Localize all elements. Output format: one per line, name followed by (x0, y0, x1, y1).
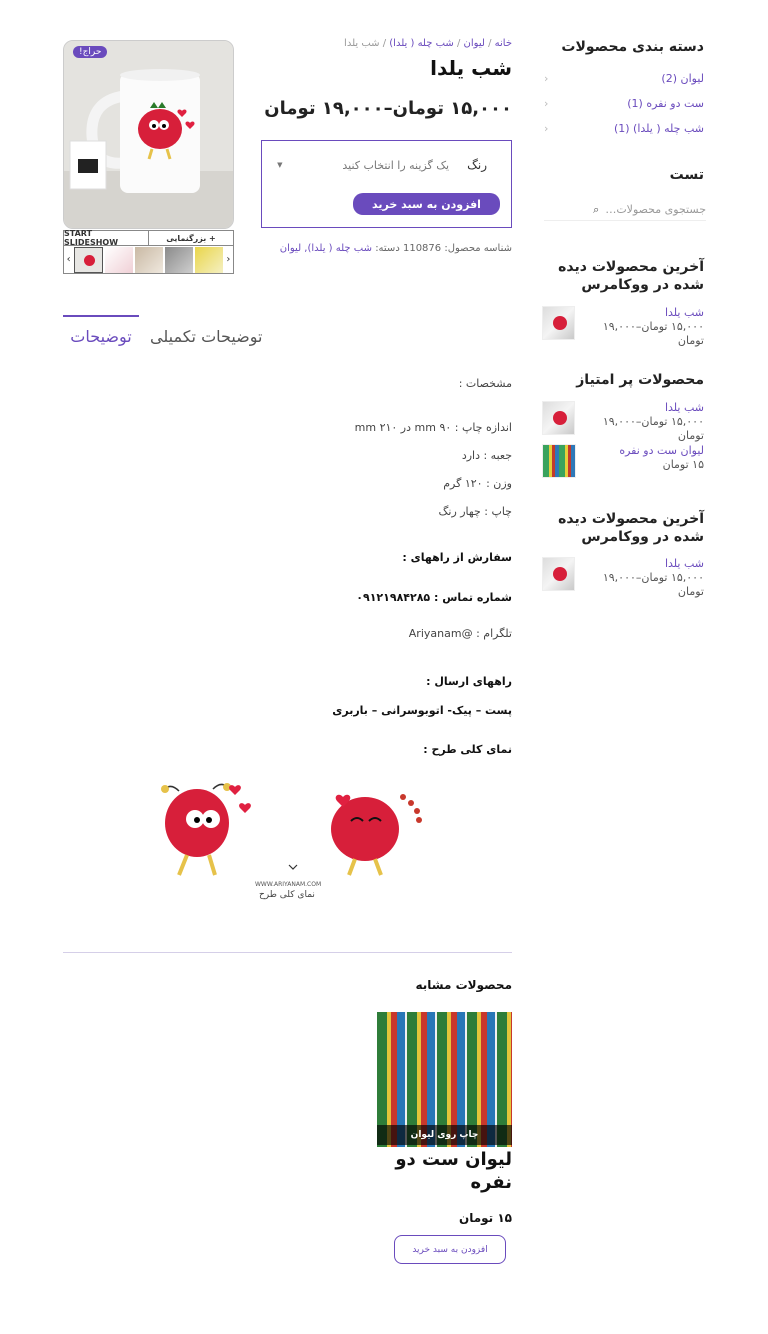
test-title: تست (669, 167, 704, 183)
recent-products-title-2: آخرین محصولات دیده شده در ووکامرس (558, 511, 704, 545)
spec-heading: مشخصات : (458, 377, 512, 390)
product-thumbnail[interactable] (542, 444, 576, 478)
breadcrumb (344, 38, 512, 49)
chevron-right-icon[interactable]: › (226, 254, 231, 265)
chevron-left-icon: ‹ (544, 72, 549, 85)
chevron-left-icon[interactable]: ‹ (66, 254, 71, 265)
related-add-to-cart-button[interactable]: افزودن به سبد خرید (394, 1235, 506, 1264)
top-rated-item[interactable] (542, 401, 704, 442)
breadcrumb-current: شب یلدا (344, 38, 380, 49)
tab-description[interactable]: توضیحات (63, 315, 139, 346)
image-caption: نمای کلی طرح (259, 890, 315, 900)
related-product-name[interactable]: لیوان ست دو نفره (395, 1149, 512, 1193)
variation-label: رنگ (467, 158, 487, 172)
gallery-thumb[interactable] (105, 247, 133, 273)
related-title: محصولات مشابه (415, 978, 512, 992)
category-item-yalda[interactable] (544, 122, 704, 135)
category-label: لیوان (2) (661, 72, 704, 85)
mug-image (63, 41, 233, 229)
category-label: ست دو نفره (1) (627, 97, 704, 110)
zoom-button[interactable]: بزرگنمایی + (166, 233, 216, 243)
breadcrumb-sep: / (453, 38, 464, 49)
category-label: دسته: (375, 243, 400, 254)
order-ways: سفارش از راههای : (402, 551, 512, 564)
watermark-site: WWW.ARIYANAM.COM (255, 881, 322, 888)
related-product-price: ۱۵ تومان (458, 1211, 512, 1225)
breadcrumb-category[interactable]: شب چله ( یلدا) (389, 38, 454, 49)
select-placeholder: یک گزینه را انتخاب کنید (342, 158, 450, 172)
category-links[interactable]: شب چله ( یلدا), لیوان (279, 243, 372, 254)
product-name-link[interactable]: شب یلدا (664, 557, 704, 570)
spec-weight: وزن : ۱۲۰ گرم (443, 477, 512, 490)
product-name-link[interactable]: لیوان ست دو نفره (619, 444, 704, 457)
variation-form (261, 140, 512, 228)
top-rated-title: محصولات پر امتیاز (576, 372, 704, 388)
product-thumbnail[interactable] (542, 557, 575, 591)
gallery-thumb[interactable] (195, 247, 223, 273)
search-icon[interactable]: ⌕ (593, 202, 600, 216)
chevron-left-icon: ‹ (544, 97, 549, 110)
caret-down-icon: ▼ (277, 161, 283, 169)
breadcrumb-home[interactable]: خانه (494, 38, 512, 49)
product-price: ۱۵,۰۰۰ تومان–۱۹,۰۰۰ تومان (602, 320, 704, 347)
product-title: شب یلدا (430, 56, 512, 80)
product-name-link[interactable]: شب یلدا (664, 401, 704, 414)
recent-product-item[interactable] (542, 557, 704, 598)
spec-box: جعبه : دارد (461, 449, 512, 462)
product-price: ۱۵,۰۰۰ تومان–۱۹,۰۰۰ تومان (264, 98, 512, 119)
gallery-thumb[interactable] (165, 247, 193, 273)
recent-product-item[interactable] (542, 306, 704, 347)
categories-title: دسته بندی محصولات (561, 39, 704, 55)
product-search[interactable] (544, 199, 706, 221)
related-image-caption: چاپ روی لیوان (377, 1125, 512, 1145)
start-slideshow-button[interactable]: START SLIDESHOW (64, 231, 149, 245)
add-to-cart-button[interactable]: افزودن به سبد خرید (353, 193, 500, 215)
product-thumbnail[interactable] (542, 306, 575, 340)
design-overview-image (113, 757, 462, 906)
breadcrumb-sep: / (379, 38, 390, 49)
recent-products-title: آخرین محصولات دیده شده در ووکامرس (558, 259, 704, 293)
color-select[interactable] (273, 155, 453, 175)
tab-additional-info[interactable]: توضیحات تکمیلی (150, 327, 263, 346)
spec-print-size: اندازه چاپ : mm ۹۰ در mm ۲۱۰ (354, 421, 512, 434)
gallery-thumb[interactable] (135, 247, 163, 273)
category-item-couple-set[interactable] (544, 97, 704, 110)
shipping-title: راههای ارسال : (426, 675, 512, 688)
top-rated-item[interactable] (542, 444, 704, 478)
category-label: شب چله ( یلدا) (1) (613, 122, 704, 135)
product-meta (280, 243, 512, 254)
gallery-thumb[interactable] (74, 247, 102, 273)
product-gallery[interactable] (63, 40, 234, 229)
gallery-controls (63, 230, 234, 246)
product-price: ۱۵,۰۰۰ تومان–۱۹,۰۰۰ تومان (602, 571, 704, 598)
product-name-link[interactable]: شب یلدا (664, 306, 704, 319)
breadcrumb-category[interactable]: لیوان (463, 38, 485, 49)
spec-print: چاپ : چهار رنگ (438, 505, 512, 518)
telegram: تلگرام : @Ariyanam (408, 627, 512, 640)
shipping-methods: پست – پیک- اتوبوسرانی – باربری (332, 704, 512, 717)
search-input[interactable]: جستجوی محصولات… (605, 203, 706, 216)
related-product-image[interactable] (377, 1012, 512, 1147)
category-item-mug[interactable] (544, 72, 704, 85)
chevron-left-icon: ‹ (544, 122, 549, 135)
sale-badge: حراج! (73, 46, 107, 58)
gallery-thumbnails (63, 246, 234, 274)
sku-value: 110876 (402, 243, 442, 254)
sku-label: شناسه محصول: (444, 243, 512, 254)
section-divider (63, 952, 512, 953)
contact-phone: شماره تماس : ۰۹۱۲۱۹۸۴۲۸۵ (356, 591, 512, 604)
product-price: ۱۵,۰۰۰ تومان–۱۹,۰۰۰ تومان (602, 415, 704, 442)
overview-title: نمای کلی طرح : (423, 743, 512, 756)
product-price: ۱۵ تومان (662, 458, 704, 471)
product-thumbnail[interactable] (542, 401, 575, 435)
breadcrumb-sep: / (484, 38, 495, 49)
